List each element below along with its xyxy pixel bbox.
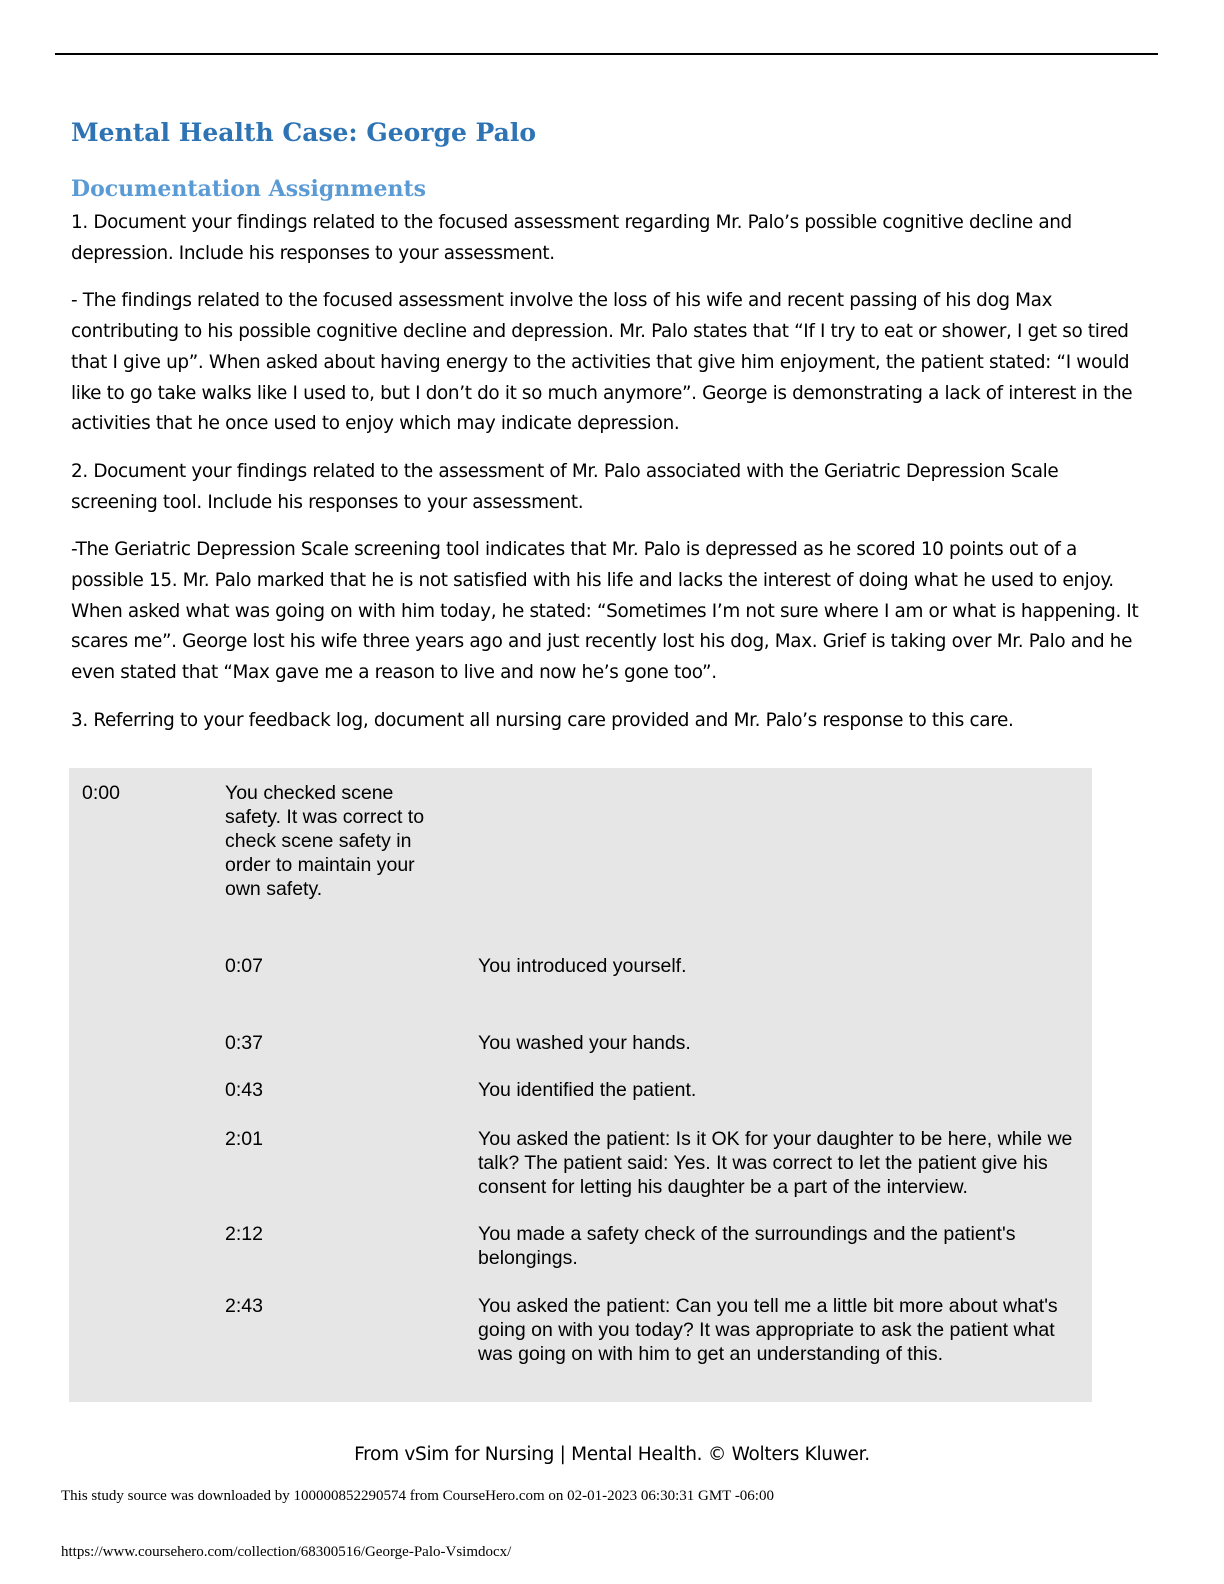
answer-2: -The Geriatric Depression Scale screening tool indicates that Mr. Palo is depressed as he scored 10 points out of a possible 15. Mr. Palo marked that he is not satisfied with his life and lacks the interest of doing what he used to enjoy. When asked what was going on with him today, he stated: “Sometimes I’m not sure where I am or what is happening. It scares me”. George lost his wife three years ago and just recently lost his dog, Max. Grief is taking over Mr. Palo and he even stated that “Max gave me a reason to live and now he’s gone too”. xyxy=(71,539,1144,684)
log-text: You introduced yourself. xyxy=(478,955,687,977)
log-time: 0:07 xyxy=(225,955,263,977)
assignment-body xyxy=(71,208,1146,754)
log-time: 0:43 xyxy=(225,1079,263,1101)
download-notice: This study source was downloaded by 100000852290574 from CourseHero.com on 02-01-2023 06:30:31 GMT -06:00 xyxy=(61,1488,774,1504)
page-title: Mental Health Case: George Palo xyxy=(71,118,537,147)
answer-1: - The findings related to the focused assessment involve the loss of his wife and recent passing of his dog Max contributing to his possible cognitive decline and depression. Mr. Palo states that “If I try to eat or shower, I get so tired that I give up”. When asked about having energy to the activities that give him enjoyment, the patient stated: “I would like to go take walks like I used to, but I don’t do it so much anymore”. George is demonstrating a lack of interest in the activities that he once used to enjoy which may indicate depression. xyxy=(71,290,1138,435)
question-3: 3. Referring to your feedback log, document all nursing care provided and Mr. Palo’s response to this care. xyxy=(71,709,1014,731)
log-text: You asked the patient: Can you tell me a little bit more about what's going on with you today? It was appropriate to ask the patient what was going on with him to get an understanding of this. xyxy=(478,1295,1058,1365)
source-url[interactable]: https://www.coursehero.com/collection/68300516/George-Palo-Vsimdocx/ xyxy=(61,1544,512,1560)
header-rule xyxy=(55,53,1158,55)
log-text: You identified the patient. xyxy=(478,1079,697,1101)
question-2: 2. Document your findings related to the assessment of Mr. Palo associated with the Geriatric Depression Scale screening tool. Include his responses to your assessment. xyxy=(71,460,1064,513)
log-time: 0:00 xyxy=(82,782,120,804)
section-heading: Documentation Assignments xyxy=(71,176,427,202)
log-time: 2:01 xyxy=(225,1128,263,1150)
copyright-footer: From vSim for Nursing | Mental Health. © Wolters Kluwer. xyxy=(354,1444,870,1465)
log-time: 0:37 xyxy=(225,1032,263,1054)
log-text: You made a safety check of the surroundings and the patient's belongings. xyxy=(478,1223,1016,1269)
log-text: You washed your hands. xyxy=(478,1032,691,1054)
log-time: 2:43 xyxy=(225,1295,263,1317)
question-1: 1. Document your findings related to the focused assessment regarding Mr. Palo’s possible cognitive decline and depression. Include his responses to your assessment. xyxy=(71,212,1078,264)
log-time: 2:12 xyxy=(225,1223,263,1245)
log-text: You checked scene safety. It was correct to check scene safety in order to maintain your own safety. xyxy=(225,782,425,900)
feedback-log-table xyxy=(69,768,1092,1402)
log-text: You asked the patient: Is it OK for your daughter to be here, while we talk? The patient said: Yes. It was correct to let the patient give his consent for letting his daughter be a part of the interview. xyxy=(478,1128,1073,1198)
